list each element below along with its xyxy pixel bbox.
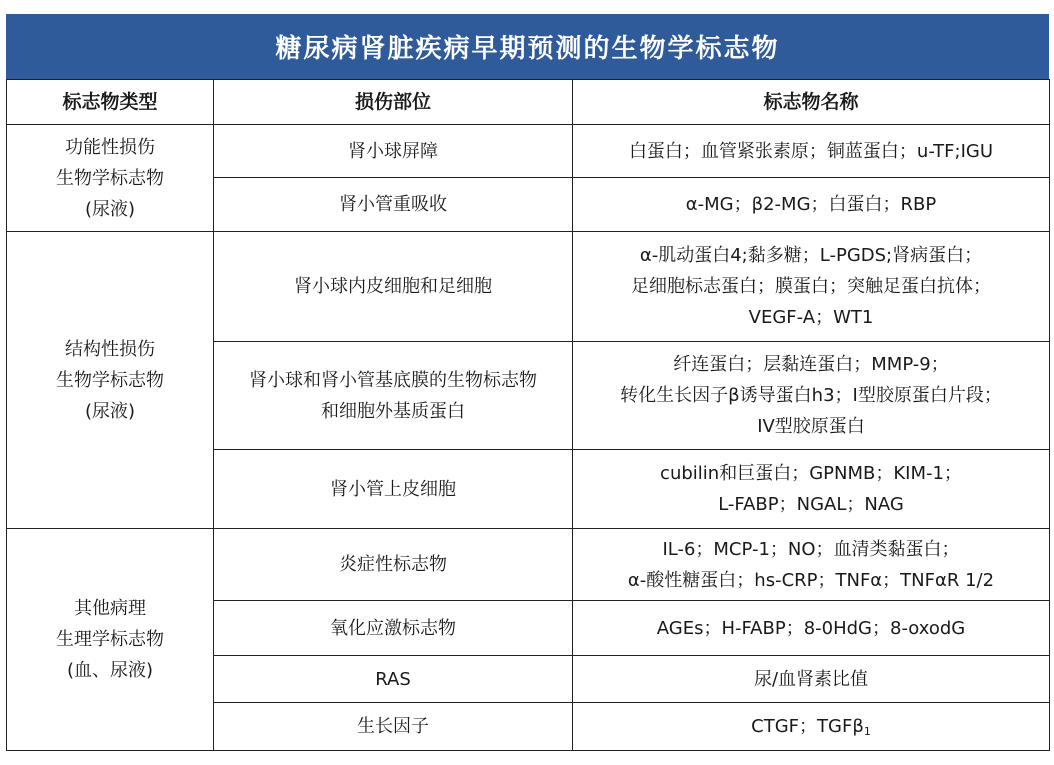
marker-line: α-MG；β2-MG；白蛋白；RBP	[685, 194, 937, 215]
category-line: 功能性损伤	[65, 136, 155, 158]
category-functional	[7, 125, 214, 232]
site-line: 肾小管上皮细胞	[330, 478, 456, 500]
marker-line: cubilin和巨蛋白；GPNMB；KIM-1；	[660, 463, 962, 484]
marker-line: 尿/血肾素比值	[753, 668, 869, 690]
marker-names-cell	[573, 178, 1050, 232]
marker-names-cell	[573, 703, 1050, 751]
injury-site-cell	[214, 178, 573, 232]
category-line: (尿液)	[84, 400, 136, 422]
marker-line: α-酸性糖蛋白；hs-CRP；TNFα；TNFαR 1/2	[627, 569, 995, 591]
marker-text: CTGF；TGFβ	[751, 716, 864, 737]
table-row	[7, 232, 1050, 342]
biomarker-table	[6, 79, 1050, 751]
subscript: 1	[863, 725, 871, 738]
marker-names-cell	[573, 232, 1050, 342]
category-line: 生物学标志物	[56, 369, 164, 391]
marker-line: L-FABP；NGAL；NAG	[718, 494, 904, 515]
site-line: 和细胞外基质蛋白	[321, 400, 465, 422]
table-row	[7, 125, 1050, 178]
injury-site-cell	[214, 656, 573, 703]
injury-site-cell	[214, 529, 573, 601]
injury-site-cell	[214, 703, 573, 751]
site-line: 肾小球和肾小管基底膜的生物标志物	[249, 369, 537, 391]
marker-line	[579, 711, 1043, 742]
marker-line: 白蛋白；血管紧张素原；铜蓝蛋白；u-TF;IGU	[628, 140, 994, 162]
marker-names-cell	[573, 529, 1050, 601]
site-line: 生长因子	[357, 716, 429, 737]
marker-names-cell	[573, 125, 1050, 178]
marker-line: VEGF-A；WT1	[748, 307, 874, 328]
marker-line: IV型胶原蛋白	[757, 416, 865, 437]
header-marker-type: 标志物类型	[7, 80, 214, 125]
injury-site-cell	[214, 125, 573, 178]
header-marker-name: 标志物名称	[573, 80, 1050, 125]
category-line: (尿液)	[84, 198, 136, 220]
category-structural	[7, 232, 214, 529]
marker-line: 转化生长因子β诱导蛋白h3；I型胶原蛋白片段；	[620, 385, 1002, 406]
marker-names-cell	[573, 342, 1050, 450]
marker-line: AGEs；H-FABP；8-0HdG；8-oxodG	[656, 617, 966, 639]
category-line: (血、尿液)	[66, 660, 154, 681]
injury-site-cell	[214, 232, 573, 342]
marker-names-cell	[573, 450, 1050, 529]
marker-line: 纤连蛋白；层黏连蛋白；MMP-9；	[673, 354, 949, 375]
site-line: 肾小球内皮细胞和足细胞	[294, 276, 492, 297]
header-row	[7, 80, 1050, 125]
table-row	[7, 529, 1050, 601]
category-line: 生理学标志物	[56, 629, 164, 650]
marker-line: IL-6；MCP-1；NO；血清类黏蛋白；	[662, 538, 960, 560]
site-line: 肾小管重吸收	[339, 194, 447, 215]
category-line: 生物学标志物	[56, 167, 164, 189]
marker-line: 足细胞标志蛋白；膜蛋白；突触足蛋白抗体；	[631, 276, 991, 297]
injury-site-cell	[214, 601, 573, 656]
marker-names-cell	[573, 601, 1050, 656]
injury-site-cell	[214, 342, 573, 450]
site-line: 肾小球屏障	[348, 140, 438, 162]
site-line: RAS	[375, 668, 411, 690]
marker-names-cell	[573, 656, 1050, 703]
marker-line: α-肌动蛋白4;黏多糖；L-PGDS;肾病蛋白；	[639, 245, 983, 266]
category-other	[7, 529, 214, 751]
site-line: 氧化应激标志物	[330, 617, 456, 639]
category-line: 其他病理	[74, 598, 146, 619]
table-title: 糖尿病肾脏疾病早期预测的生物学标志物	[6, 14, 1049, 79]
header-injury-site: 损伤部位	[214, 80, 573, 125]
site-line: 炎症性标志物	[339, 554, 447, 575]
category-line: 结构性损伤	[65, 338, 155, 360]
injury-site-cell	[214, 450, 573, 529]
